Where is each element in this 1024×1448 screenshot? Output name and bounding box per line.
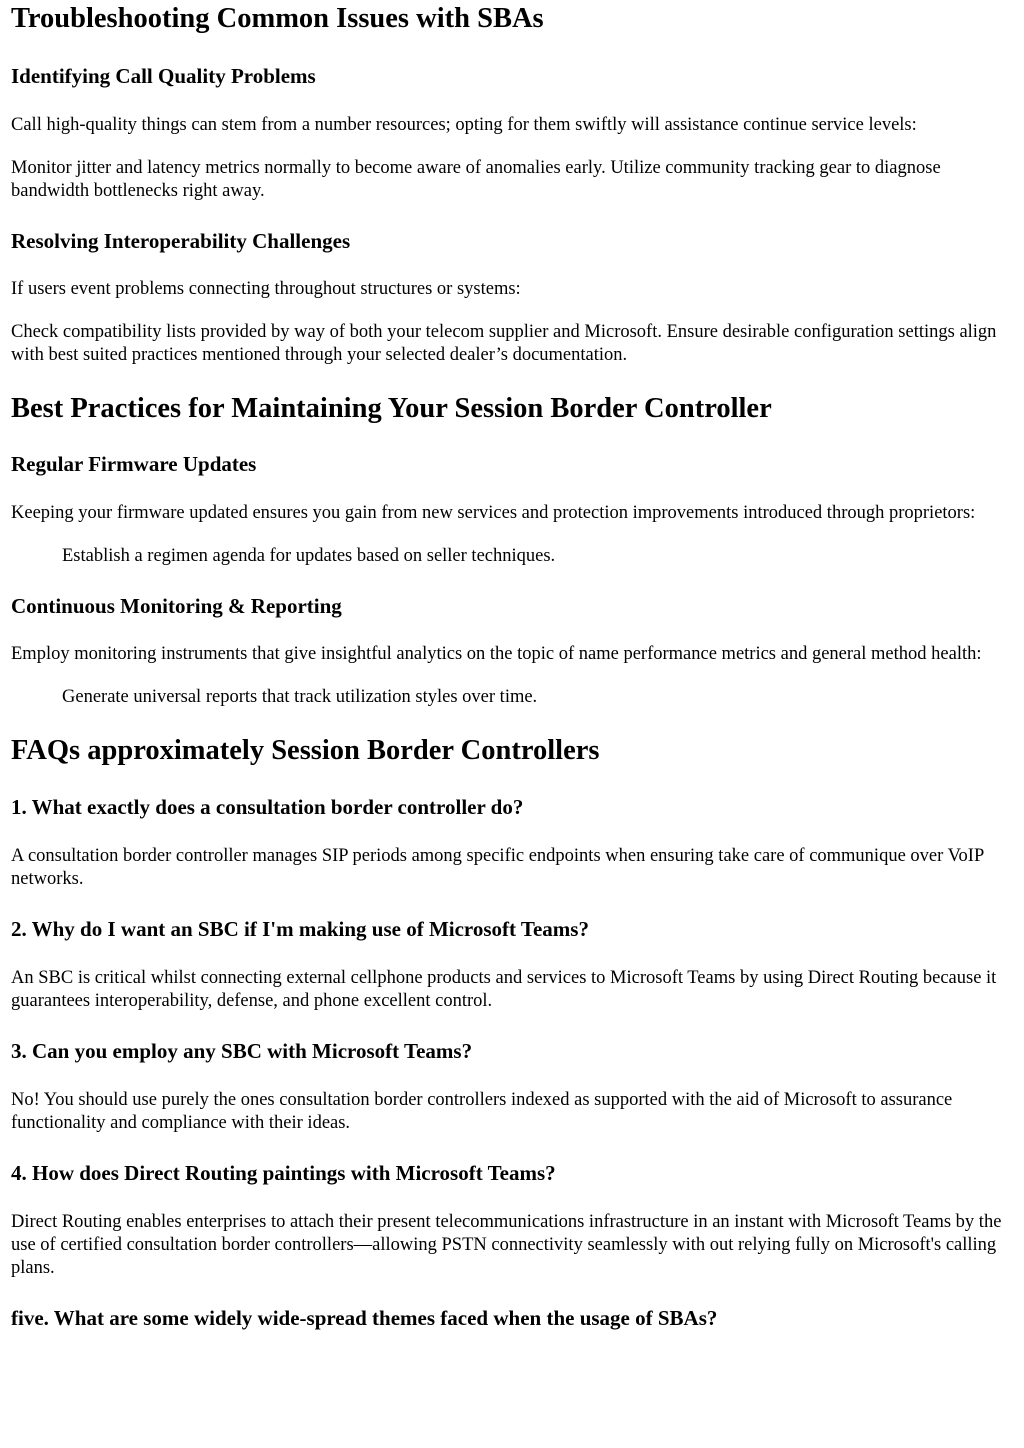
subheading-interoperability: Resolving Interoperability Challenges — [11, 229, 351, 253]
faq-question: 2. Why do I want an SBC if I'm making use of Microsoft Teams? — [11, 917, 589, 941]
paragraph: Monitor jitter and latency metrics normally to become aware of anomalies early. Utilize community tracking gear to diagnose bandwidth bottlenecks right away. — [11, 158, 941, 201]
faq-answer: Direct Routing enables enterprises to attach their present telecommunications infrastructure in an instant with Microsoft Teams by the use of certified consultation border controllers—allowing PSTN connectivity seamlessly with out relying fully on Microsoft's calling plans. — [11, 1212, 1002, 1278]
faq-question: 1. What exactly does a consultation border controller do? — [11, 795, 524, 819]
paragraph: If users event problems connecting throughout structures or systems: — [11, 279, 521, 299]
subheading-monitoring: Continuous Monitoring & Reporting — [11, 594, 342, 618]
faq-answer: An SBC is critical whilst connecting external cellphone products and services to Microsoft Teams by using Direct Routing because it guarantees interoperability, defense, and phone excellent control. — [11, 968, 997, 1011]
paragraph: Check compatibility lists provided by way of both your telecom supplier and Microsoft. Ensure desirable configuration settings align with best suited practices mentioned through your selected dealer’s documentation. — [11, 322, 997, 365]
subheading-firmware: Regular Firmware Updates — [11, 452, 257, 476]
paragraph: Keeping your firmware updated ensures you gain from new services and protection improvements introduced through proprietors: — [11, 503, 976, 523]
faq-answer: No! You should use purely the ones consultation border controllers indexed as supported with the aid of Microsoft to assurance functionality and compliance with their ideas. — [11, 1090, 953, 1133]
indented-paragraph: Generate universal reports that track utilization styles over time. — [62, 687, 538, 707]
faq-question: five. What are some widely wide-spread themes faced when the usage of SBAs? — [11, 1306, 718, 1330]
paragraph: Call high-quality things can stem from a number resources; opting for them swiftly will assistance continue service levels: — [11, 115, 917, 135]
section-heading-best-practices: Best Practices for Maintaining Your Session Border Controller — [11, 393, 772, 424]
faq-answer: A consultation border controller manages SIP periods among specific endpoints when ensuring take care of communique over VoIP networks. — [11, 846, 984, 889]
indented-paragraph: Establish a regimen agenda for updates based on seller techniques. — [62, 546, 556, 566]
subheading-call-quality: Identifying Call Quality Problems — [11, 64, 316, 88]
paragraph: Employ monitoring instruments that give insightful analytics on the topic of name performance metrics and general method health: — [11, 644, 982, 664]
article — [0, 2, 1024, 1331]
section-heading-troubleshooting: Troubleshooting Common Issues with SBAs — [11, 3, 544, 34]
faq-question: 3. Can you employ any SBC with Microsoft Teams? — [11, 1039, 473, 1063]
section-heading-faqs: FAQs approximately Session Border Controllers — [11, 735, 600, 766]
faq-question: 4. How does Direct Routing paintings with Microsoft Teams? — [11, 1161, 556, 1185]
